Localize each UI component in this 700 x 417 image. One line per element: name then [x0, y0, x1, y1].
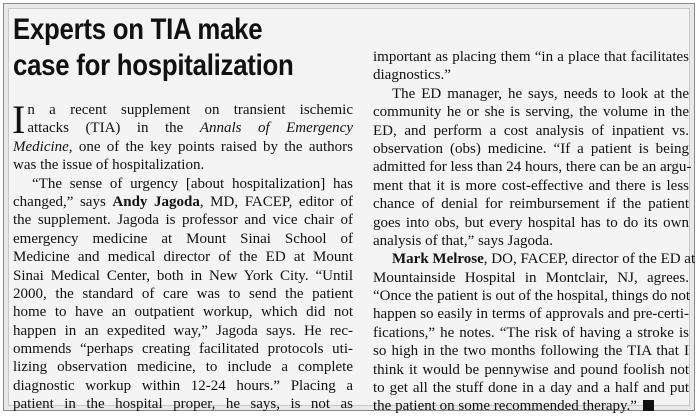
text-line: chance of denial for reimbursement if the patient	[373, 196, 689, 213]
text-line: home to have an outpatient workup, which did not	[13, 304, 353, 321]
article-headline	[13, 12, 305, 84]
text-line: to get all the stuff done in a day and a half and put	[373, 380, 689, 397]
text-line: happen so easily in terms of approvals and pre-certi-	[373, 306, 689, 323]
text-line: The ED manager, he says, needs to look at the	[392, 85, 689, 102]
text-line: goes into obs, but every hospital has to do its own	[373, 214, 689, 231]
paragraph-jagoda-cont	[373, 48, 689, 85]
paragraph-ed-manager	[373, 85, 692, 251]
text-line: n a recent supplement on transient ischemic	[27, 102, 353, 118]
text-line: so high in the two months following the TIA that I	[373, 343, 689, 360]
text-line: Mountainside Hospital in Montclair, NJ, agrees.	[373, 269, 689, 286]
drop-cap: I	[12, 97, 26, 142]
black-square-icon	[643, 400, 654, 411]
text-line: Medicine and medical director of the ED at Mount	[13, 249, 353, 266]
text-line: diagnostic workup within 12-24 hours.” Placing a	[13, 377, 353, 394]
person-name: Mark Melrose	[392, 251, 484, 268]
text-line: happen in an expedited way,” Jagoda says. He rec-	[13, 322, 353, 339]
text-line: ED, and perform a cost analysis of inpatient vs.	[373, 122, 689, 139]
paragraph-jagoda	[13, 175, 353, 414]
text-line: admitted for less than 24 hours, there can be an argu-	[373, 159, 692, 176]
text-line: diagnostics.”	[373, 67, 451, 84]
text-line: patient in the hospital proper, he says, is not as	[13, 396, 353, 413]
text-line: changed,” says Andy Jagoda, MD, FACEP, editor of	[13, 193, 354, 210]
text-line: 2000, the standard of care was to send the patient	[13, 285, 353, 302]
text-line: important as placing them “in a place that facilitates	[373, 49, 689, 65]
headline-line-2: case for hospitalization	[13, 49, 294, 82]
text-line: think it would be pennywise and pound foolish not	[373, 361, 689, 378]
text-line: ommends “perhaps creating facilitated protocols uti-	[13, 341, 353, 358]
text-line: “The sense of urgency [about hospitalization] has	[32, 175, 353, 192]
paragraph-intro	[12, 97, 353, 175]
text-line: analysis of that,” says Jagoda.	[373, 232, 553, 249]
text-line: emergency medicine at Mount Sinai School of	[13, 230, 353, 247]
text-line: fications,” he notes. “The risk of having a stroke is	[373, 324, 689, 341]
text-line: “Once the patient is out of the hospital, things do not	[373, 288, 691, 305]
text-line: lizing observation medicine, to include a complete	[13, 359, 353, 376]
person-name: Andy Jagoda	[112, 193, 200, 210]
text-line: Medicine, one of the key points raised by the authors	[13, 138, 353, 155]
left-column	[12, 97, 354, 414]
text-line: Mark Melrose, DO, FACEP, director of the ED at	[392, 251, 696, 268]
text-line: was the issue of hospitalization.	[13, 157, 205, 174]
text-line: attacks (TIA) in the Annals of Emergency	[27, 120, 353, 137]
journal-title-cont: Medicine,	[13, 138, 73, 155]
text-line: ment that it is more cost-effective and there is less	[373, 177, 689, 194]
right-column	[373, 48, 696, 416]
headline-line-1: Experts on TIA make	[13, 13, 263, 46]
text-line: Sinai Medical Center, both in New York City. “Until	[13, 267, 353, 284]
paragraph-melrose	[373, 250, 696, 416]
text-line: observation (obs) medicine. “If a patient is being	[373, 140, 689, 157]
text-line: the patient on some recommended therapy.”	[373, 397, 689, 415]
text-line: the supplement. Jagoda is professor and vice chair of	[13, 212, 353, 229]
journal-title: Annals of Emergency	[199, 120, 353, 137]
text-line: community he or she is serving, the volume in the	[373, 104, 689, 121]
